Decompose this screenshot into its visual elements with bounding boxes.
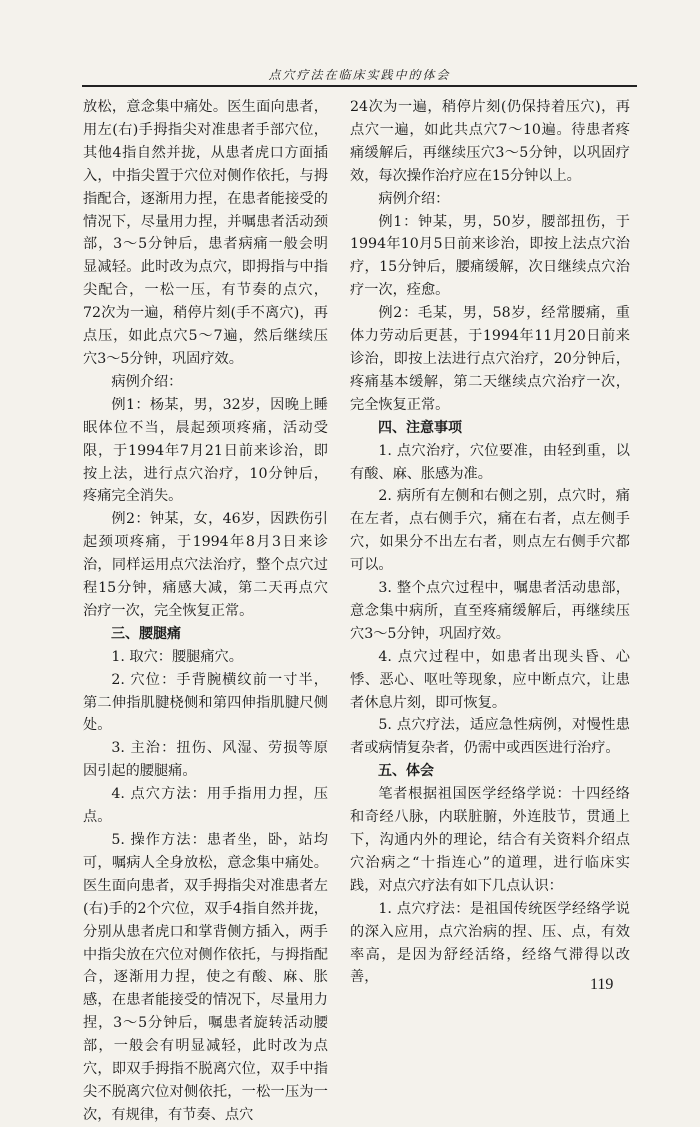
paragraph: 3. 整个点穴过程中，嘱患者活动患部，意念集中病所，直至疼痛缓解后，再继续压穴3～5分钟，巩固疗效。 <box>350 580 630 642</box>
paragraph: 放松，意念集中痛处。医生面向患者，用左(右)手拇指尖对准患者手部穴位，其他4指自然并拢，从患者虎口方面插入，中指尖置于穴位对侧作依托，与拇指配合，逐渐用力捏，在患者能接受的情况下，尽量用力捏，并嘱患者活动颈部，3～5分钟后，患者病痛一般会明显减轻。此时改为点穴，即拇指与中指尖配合，一松一压，有节奏的点穴，72次为一遍，稍停片刻(手不离穴)，再点压，如此点穴5～7遍，然后继续压穴3～5分钟，巩固疗效。 <box>83 99 328 367</box>
header-rule <box>82 85 637 87</box>
section-heading: 五、体会 <box>378 763 434 780</box>
paragraph: 例1：杨某，男，32岁，因晚上睡眠体位不当，晨起颈项疼痛，活动受限，于1994年7月21日前来诊治，即按上法，进行点穴治疗，10分钟后，疼痛完全消失。 <box>83 396 328 505</box>
section-heading: 三、腰腿痛 <box>111 625 181 642</box>
paragraph: 例2：钟某，女，46岁，因跌伤引起颈项疼痛，于1994年8月3日来诊治，同样运用点穴法治疗，整个点穴过程15分钟，痛感大减，第二天再点穴治疗一次，完全恢复正常。 <box>83 511 328 619</box>
paragraph: 4. 点穴过程中，如患者出现头昏、心悸、恶心、呕吐等现象，应中断点穴，让患者休息片刻，即可恢复。 <box>350 648 630 711</box>
paragraph: 4. 点穴方法：用手指用力捏，压点。 <box>83 786 328 826</box>
paragraph: 5. 操作方法：患者坐，卧，站均可，嘱病人全身放松，意念集中痛处。医生面向患者，双手拇指尖对准患者左(右)手的2个穴位，双手4指自然并拢，分别从患者虎口和掌背侧方插入，两手中指尖放在穴位对侧作依托，与拇指配合，逐渐用力捏，使之有酸、麻、胀感，在患者能接受的情况下，尽量用力捏，3～5分钟后，嘱患者旋转活动腰部，一般会有明显减轻，此时改为点穴，即双手拇指不脱离穴位，双手中指尖不脱离穴位对侧依托，一松一压为一次，有规律，有节奏、点穴 <box>83 832 328 1123</box>
section-heading: 四、注意事项 <box>378 419 462 436</box>
paragraph: 例2：毛某，男，58岁，经常腰痛，重体力劳动后更甚，于1994年11月20日前来诊治，即按上法进行点穴治疗，20分钟后，疼痛基本缓解，第二天继续点穴治疗一次，完全恢复正常。 <box>350 305 630 413</box>
left-column <box>83 96 328 1127</box>
right-column <box>350 96 630 989</box>
paragraph: 笔者根据祖国医学经络学说：十四经络和奇经八脉，内联脏腑，外连肢节，贯通上下，沟通内外的理论，结合有关资料介绍点穴治病之“十指连心”的道理，进行临床实践，对点穴疗法有如下几点认识： <box>350 786 630 894</box>
paragraph: 3. 主治：扭伤、风湿、劳损等原因引起的腰腿痛。 <box>83 740 328 780</box>
running-header: 点穴疗法在临床实践中的体会 <box>268 68 451 82</box>
paragraph: 2. 病所有左侧和右侧之别，点穴时，痛在左者，点右侧手穴，痛在右者，点左侧手穴，如果分不出左右者，则点左右侧手穴都可以。 <box>350 488 630 574</box>
paragraph: 1. 点穴疗法：是祖国传统医学经络学说的深入应用，点穴治病的捏、压、点，有效率高，是因为舒经活络，经络气滞得以改善， <box>350 900 630 986</box>
paragraph: 病例介绍： <box>111 373 183 390</box>
paragraph: 1. 取穴：腰腿痛穴。 <box>111 648 243 665</box>
paragraph: 例1：钟某，男，50岁，腰部扭伤，于1994年10月5日前来诊治，即按上法点穴治疗，15分钟后，腰痛缓解，次日继续点穴治疗一次，痊愈。 <box>350 213 630 299</box>
paragraph: 病例介绍： <box>378 190 450 207</box>
paragraph: 2. 穴位：手背腕横纹前一寸半，第二伸指肌腱桡侧和第四伸指肌腱尺侧处。 <box>83 671 328 734</box>
paragraph: 1. 点穴治疗，穴位要准，由轻到重，以有酸、麻、胀感为准。 <box>350 442 630 482</box>
paragraph: 5. 点穴疗法，适应急性病例，对慢性患者或病情复杂者，仍需中或西医进行治疗。 <box>350 717 630 757</box>
paragraph: 24次为一遍，稍停片刻(仍保持着压穴)，再点穴一遍，如此共点穴7～10遍。待患者疼痛缓解后，再继续压穴3～5分钟，以巩固疗效，每次操作治疗应在15分钟以上。 <box>350 99 630 184</box>
page-number: 119 <box>590 976 614 993</box>
